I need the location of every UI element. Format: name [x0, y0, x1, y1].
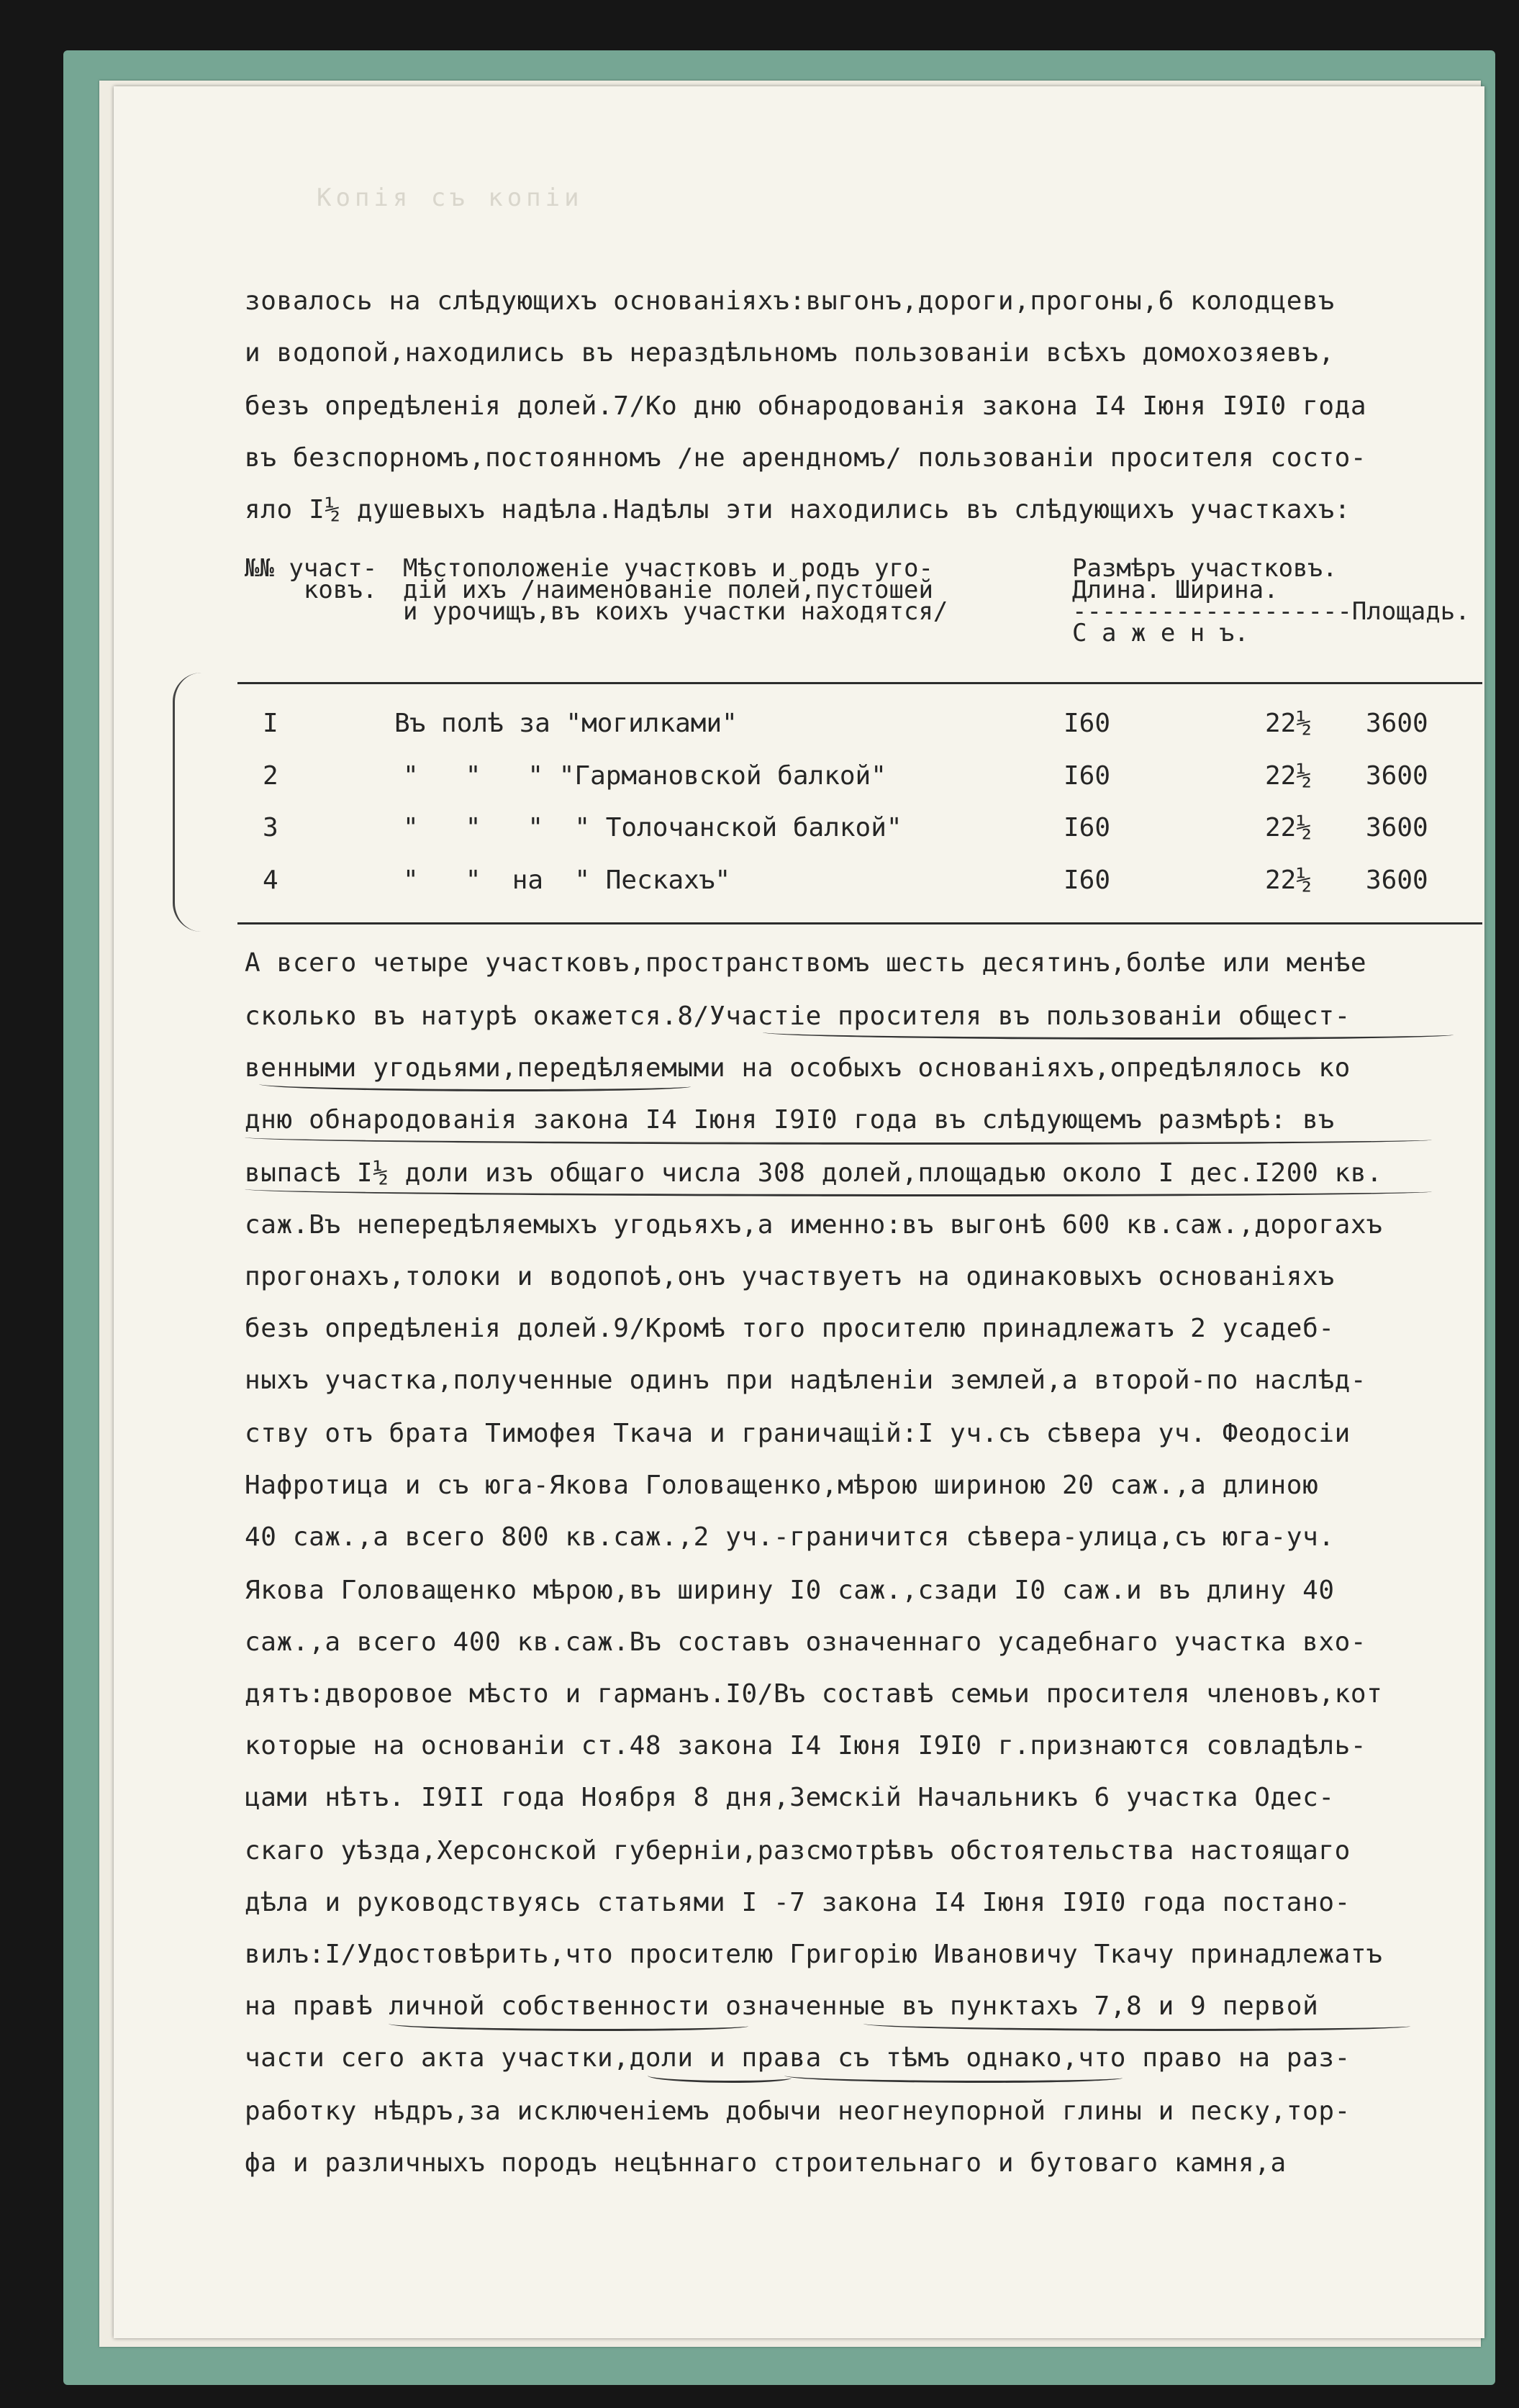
text-line: цами нѣтъ. I9II года Ноября 8 дня,Земскій Начальникъ 6 участка Одес- [245, 1783, 1335, 1812]
table-cell-length: I60 [1064, 761, 1111, 791]
text-line: Нафротица и съ юга-Якова Головащенко,мѣрою шириною 20 саж.,а длиною [245, 1471, 1319, 1500]
text-line: дѣла и руководствуясь статьями I -7 закона I4 Іюня I9I0 года постано- [245, 1888, 1351, 1917]
table-rule-top [237, 682, 1482, 684]
text-line: безъ опредѣленія долей.9/Кромѣ того просителю принадлежатъ 2 усадеб- [245, 1314, 1335, 1343]
text-line: зовалось на слѣдующихъ основаніяхъ:выгонъ,дороги,прогоны,6 колодцевъ [245, 286, 1335, 316]
handwritten-brace-mark [173, 673, 218, 932]
text-line: дню обнародованія закона I4 Іюня I9I0 года въ слѣдующемъ размѣрѣ: въ [245, 1105, 1335, 1135]
text-line: дятъ:дворовое мѣсто и гарманъ.I0/Въ составѣ семьи просителя членовъ,кот [245, 1679, 1383, 1709]
table-cell-num: 3 [263, 813, 278, 842]
text-line: сколько въ натурѣ окажется.8/Участіе просителя въ пользованіи общест- [245, 1001, 1351, 1031]
text-line: ныхъ участка,полученные одинъ при надѣленіи землей,а второй-по наслѣд- [245, 1366, 1367, 1395]
table-cell-num: I [263, 709, 278, 738]
text-line: Якова Головащенко мѣрою,въ ширину I0 саж.,сзади I0 саж.и въ длину 40 [245, 1576, 1335, 1605]
text-line: ству отъ брата Тимофея Ткача и граничащій:I уч.съ сѣвера уч. Феодосіи [245, 1419, 1351, 1448]
table-cell-num: 4 [263, 865, 278, 895]
text-line: выпасѣ I½ доли изъ общаго числа 308 долей,площадью около I дес.I200 кв. [245, 1158, 1383, 1188]
table-cell-area: 3600 [1366, 709, 1428, 738]
text-line: въ безспорномъ,постоянномъ /не арендномъ/ пользованіи просителя состо- [245, 443, 1367, 473]
table-cell-width: 22½ [1265, 865, 1312, 895]
table-header-number: №№ участ- ковъ. [245, 554, 378, 604]
table-cell-area: 3600 [1366, 813, 1428, 842]
table-cell-place: Въ полѣ за "могилками" [394, 709, 738, 738]
text-line: венными угодьями,передѣляемыми на особыхъ основаніяхъ,опредѣлялось ко [245, 1053, 1351, 1083]
text-line: саж.Въ непередѣляемыхъ угодьяхъ,а именно:въ выгонѣ 600 кв.саж.,дорогахъ [245, 1210, 1383, 1240]
text-line: скаго уѣзда,Херсонской губерніи,разсмотрѣвъ обстоятельства настоящаго [245, 1836, 1351, 1866]
table-cell-width: 22½ [1265, 813, 1312, 842]
text-line: яло I½ душевыхъ надѣла.Надѣлы эти находились въ слѣдующихъ участкахъ: [245, 495, 1351, 524]
table-cell-length: I60 [1064, 865, 1111, 895]
table-header-size: Размѣръ участковъ. Длина. Ширина. -------------------Площадь. С а ж е н ъ. [1072, 554, 1470, 648]
text-line: работку нѣдръ,за исключеніемъ добычи неогнеупорной глины и песку,тор- [245, 2096, 1351, 2126]
text-line: и водопой,находились въ нераздѣльномъ пользованіи всѣхъ домохозяевъ, [245, 338, 1335, 368]
text-line: части сего акта участки,доли и права съ тѣмъ однако,что право на раз- [245, 2043, 1351, 2073]
table-cell-length: I60 [1064, 813, 1111, 842]
table-cell-width: 22½ [1265, 761, 1312, 791]
text-line: на правѣ личной собственности означенные въ пунктахъ 7,8 и 9 первой [245, 1991, 1319, 2021]
text-line: безъ опредѣленія долей.7/Ко дню обнародованія закона I4 Іюня I9I0 года [245, 391, 1367, 421]
text-line: которые на основаніи ст.48 закона I4 Іюня I9I0 г.признаются совладѣль- [245, 1731, 1367, 1760]
text-line: А всего четыре участковъ,пространствомъ шесть десятинъ,болѣе или менѣе [245, 948, 1367, 978]
table-cell-area: 3600 [1366, 865, 1428, 895]
text-line: саж.,а всего 400 кв.саж.Въ составъ означеннаго усадебнаго участка вхо- [245, 1627, 1367, 1657]
table-header-location: Мѣстоположеніе участковъ и родъ уго- дій ихъ /наименованіе полей,пустошей и урочищъ,въ коихъ участки находятся/ [403, 554, 948, 626]
table-cell-area: 3600 [1366, 761, 1428, 791]
table-cell-num: 2 [263, 761, 278, 791]
table-cell-place: " " " " Толочанской балкой" [403, 813, 902, 842]
faded-heading: Копія съ копіи [317, 183, 584, 212]
table-cell-width: 22½ [1265, 709, 1312, 738]
text-line: 40 саж.,а всего 800 кв.саж.,2 уч.-граничится сѣвера-улица,съ юга-уч. [245, 1522, 1335, 1552]
text-line: вилъ:I/Удостовѣрить,что просителю Григорію Ивановичу Ткачу принадлежатъ [245, 1940, 1383, 1969]
text-line: прогонахъ,толоки и водопоѣ,онъ участвуетъ на одинаковыхъ основаніяхъ [245, 1262, 1335, 1291]
table-cell-place: " " на " Пескахъ" [403, 865, 731, 895]
table-cell-length: I60 [1064, 709, 1111, 738]
text-line: фа и различныхъ породъ нецѣннаго строительнаго и бутоваго камня,а [245, 2148, 1287, 2178]
table-cell-place: " " " "Гармановской балкой" [403, 761, 887, 791]
table-rule-bottom [237, 922, 1482, 924]
